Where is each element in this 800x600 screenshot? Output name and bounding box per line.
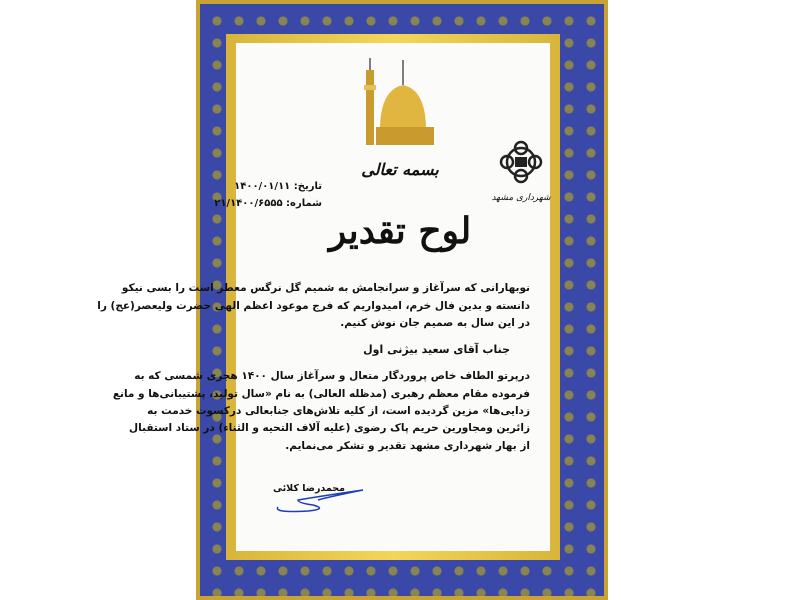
recipient-name: جناب آقای سعید بیژنی اول [363,343,510,356]
bismillah: بسمه تعالی [361,160,439,179]
date: تاریخ: ۱۴۰۰/۰۱/۱۱ [234,181,322,192]
certificate-title: لوح تقدیر [328,210,472,252]
svg-text:شهرداری مشهد: شهرداری مشهد [491,193,551,203]
text-line: از بهار شهرداری مشهد تقدیر و تشکر می‌نمایم. [285,440,530,452]
shrine-dome-image [358,55,438,150]
signature [268,485,368,515]
reference-number: شماره: ۲۱/۱۴۰۰/۶۵۵۵ [214,198,322,209]
text-line: زائرین ومجاورین حریم پاک رضوی (علیه آلاف التحیه و الثناء) در ستاد استقبال [129,422,530,434]
mashhad-municipality-logo [491,140,551,208]
signer-name: محمدرضا کلائی [272,483,345,494]
text-line: فرموده مقام معظم رهبری (مدظله العالی) به نام «سال تولید، پشتیبانی‌ها و مانع [112,388,530,400]
text-line: در این سال به صمیم جان نوش کنیم. [340,317,530,329]
text-line: درپرتو الطاف خاص پروردگار متعال و سرآغاز سال ۱۴۰۰ هجری شمسی که به [134,370,530,382]
text-line: زدایی‌ها» مزین گردیده است، از کلیه تلاش‌های جنابعالی درکسوت خدمت به [147,405,530,417]
text-line: نوبهارانی که سرآغاز و سرانجامش به شمیم گل نرگس معطر است را بسی نیکو [121,282,530,294]
text-line: دانسته و بدین فال خرم، امیدواریم که فرج موعود اعظم الهی حضرت ولیعصر(عج) را [97,300,530,312]
